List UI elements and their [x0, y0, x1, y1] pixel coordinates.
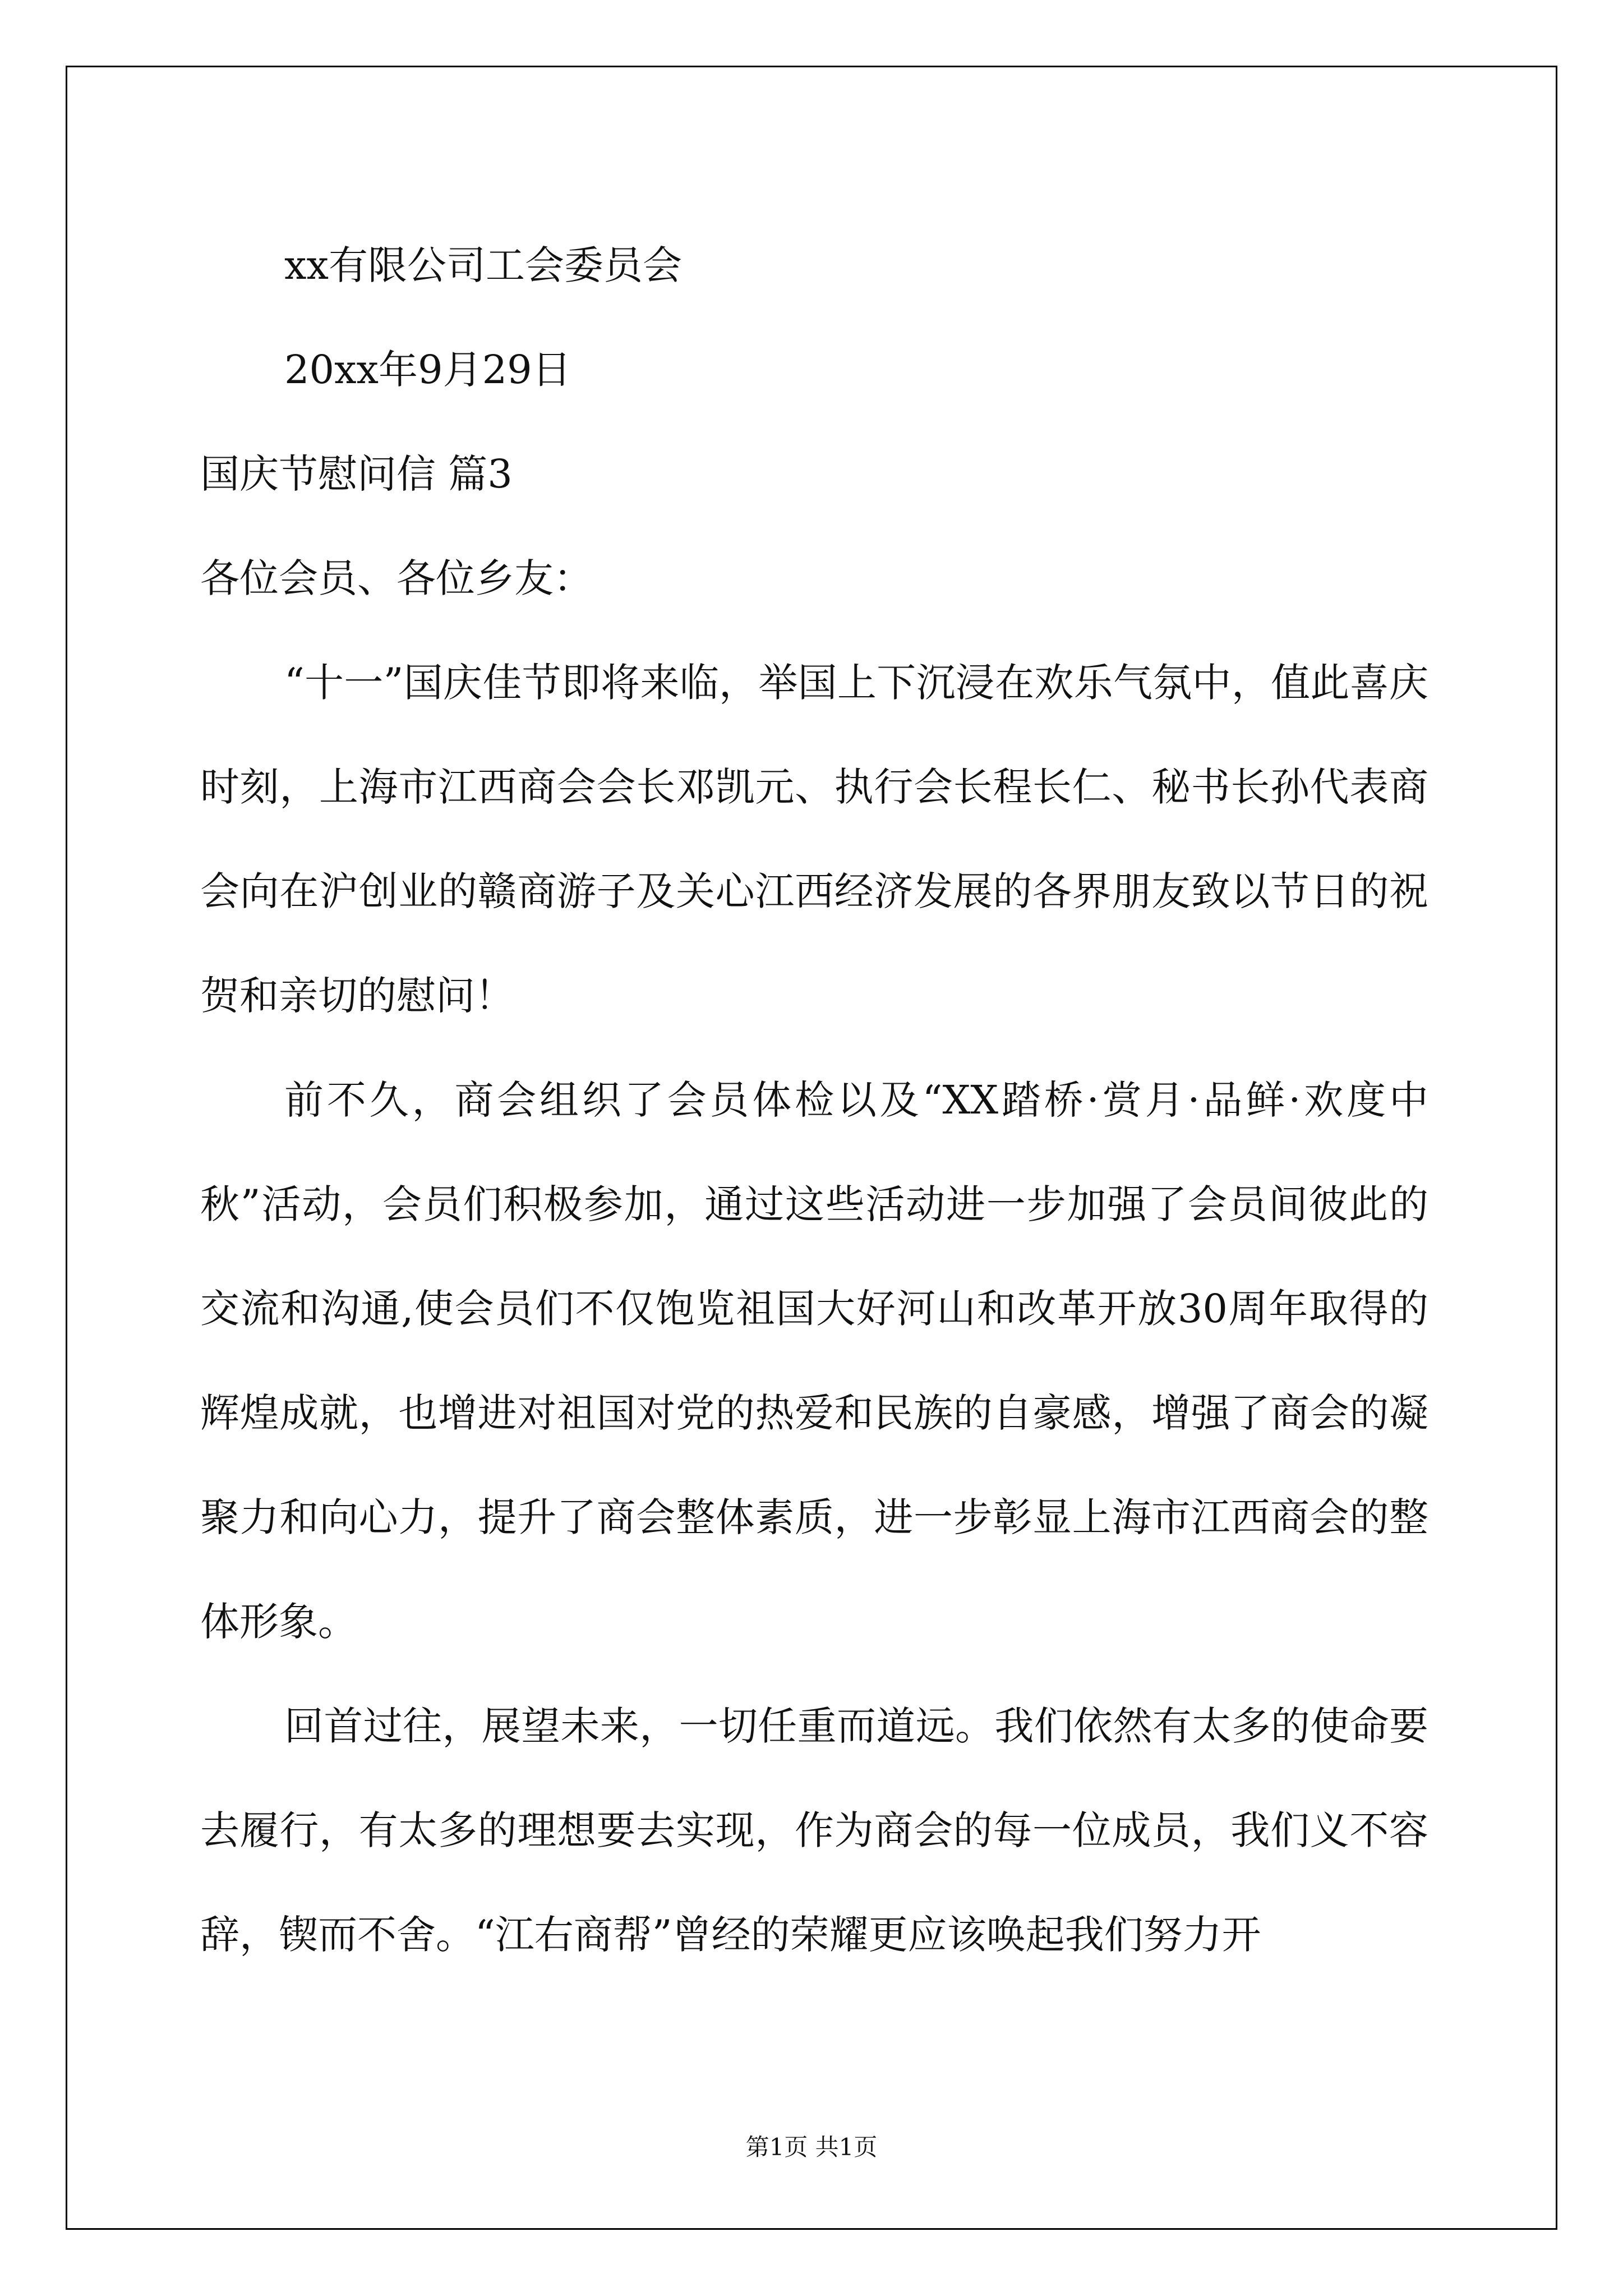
page-footer: 第1页 共1页 — [745, 2133, 878, 2161]
salutation: 各位会员、各位乡友： — [200, 555, 593, 601]
org-name: xx有限公司工会委员会 — [284, 242, 682, 288]
section-title: 国庆节慰问信 篇3 — [200, 451, 513, 497]
paragraph-1: “十一”国庆佳节即将来临，举国上下沉浸在欢乐气氛中，值此喜庆时刻，上海市江西商会会长邓凯元、执行会长程长仁、秘书长孙代表商会向在沪创业的赣商游子及关心江西经济发展的各界朋友致以节日的祝贺和亲切的慰问！ — [200, 660, 1428, 1019]
paragraph-2: 前不久，商会组织了会员体检以及“XX踏桥·赏月·品鲜·欢度中秋”活动，会员们积极参加，通过这些活动进一步加强了会员间彼此的交流和沟通,使会员们不仅饱览祖国大好河山和改革开放30周年取得的辉煌成就，也增进对祖国对党的热爱和民族的自豪感，增强了商会的凝聚力和向心力，提升了商会整体素质，进一步彰显上海市江西商会的整体形象。 — [200, 1077, 1428, 1645]
document-body — [200, 213, 1428, 1987]
letter-date: 20xx年9月29日 — [284, 347, 571, 393]
paragraph-3: 回首过往，展望未来，一切任重而道远。我们依然有太多的使命要去履行，有太多的理想要去实现，作为商会的每一位成员，我们义不容辞，锲而不舍。“江右商帮”曾经的荣耀更应该唤起我们努力开 — [200, 1703, 1428, 1958]
